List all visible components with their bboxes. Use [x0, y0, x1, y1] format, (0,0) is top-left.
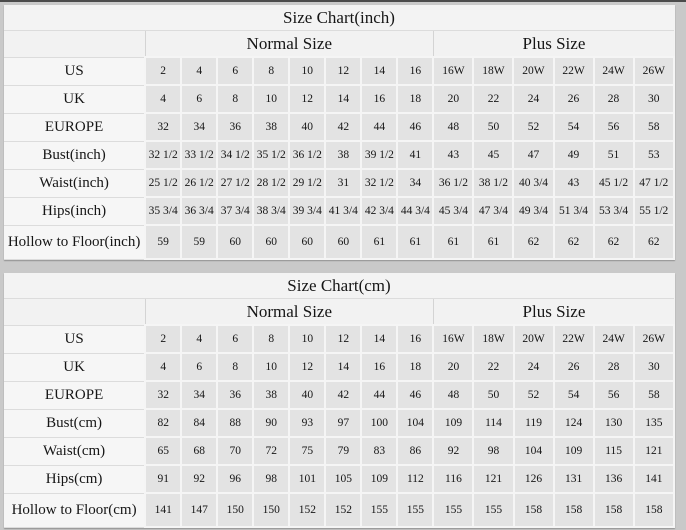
size-cell: 61 — [361, 225, 397, 259]
size-cell: 38 — [325, 141, 361, 169]
size-cell: 12 — [325, 325, 361, 353]
size-cell: 28 — [594, 353, 634, 381]
table-row — [4, 325, 674, 353]
size-cell: 34 — [181, 381, 217, 409]
size-cell: 40 — [289, 113, 325, 141]
column-group-row — [4, 31, 674, 58]
size-cell: 14 — [325, 353, 361, 381]
size-cell: 10 — [253, 85, 289, 113]
size-cell: 20W — [514, 325, 554, 353]
size-cell: 43 — [554, 169, 594, 197]
size-cell: 26W — [634, 57, 674, 85]
size-cell: 39 1/2 — [361, 141, 397, 169]
table-row — [4, 353, 674, 381]
table-row — [4, 381, 674, 409]
size-cell: 18 — [397, 85, 433, 113]
size-cell: 101 — [289, 465, 325, 493]
size-cell: 62 — [594, 225, 634, 259]
size-cell: 22W — [554, 325, 594, 353]
size-cell: 98 — [473, 437, 513, 465]
size-cell: 62 — [634, 225, 674, 259]
table-row — [4, 465, 674, 493]
size-cell: 152 — [289, 493, 325, 527]
size-cell: 12 — [289, 85, 325, 113]
table-row — [4, 169, 674, 197]
row-label: UK — [4, 353, 145, 381]
size-cell: 36 1/2 — [289, 141, 325, 169]
size-cell: 20 — [433, 85, 473, 113]
table-row — [4, 437, 674, 465]
size-cell: 29 1/2 — [289, 169, 325, 197]
row-label: Hips(inch) — [4, 197, 145, 225]
size-cell: 36 — [217, 113, 253, 141]
size-cell: 61 — [473, 225, 513, 259]
size-cell: 40 — [289, 381, 325, 409]
row-label: UK — [4, 85, 145, 113]
size-cell: 8 — [253, 325, 289, 353]
size-cell: 60 — [325, 225, 361, 259]
size-cell: 121 — [473, 465, 513, 493]
size-cell: 4 — [181, 57, 217, 85]
size-cell: 34 — [181, 113, 217, 141]
size-cell: 4 — [145, 85, 181, 113]
size-cell: 105 — [325, 465, 361, 493]
size-cell: 16 — [397, 57, 433, 85]
size-cell: 109 — [554, 437, 594, 465]
size-cell: 37 3/4 — [217, 197, 253, 225]
size-cell: 51 — [594, 141, 634, 169]
size-cell: 52 — [513, 113, 553, 141]
size-cell: 26 — [554, 353, 594, 381]
size-cell: 38 — [253, 113, 289, 141]
size-cell: 115 — [594, 437, 634, 465]
group-header-plus: Plus Size — [433, 31, 674, 58]
size-cell: 16W — [433, 57, 473, 85]
size-cell: 155 — [397, 493, 433, 527]
size-cell: 72 — [253, 437, 289, 465]
size-cell: 38 3/4 — [253, 197, 289, 225]
size-cell: 18 — [397, 353, 433, 381]
size-cell: 4 — [145, 353, 181, 381]
size-cell: 61 — [433, 225, 473, 259]
size-cell: 16W — [433, 325, 473, 353]
size-cell: 30 — [634, 85, 674, 113]
size-cell: 42 — [325, 113, 361, 141]
size-cell: 22W — [554, 57, 594, 85]
chart-title-row — [4, 273, 674, 299]
chart-title: Size Chart(cm) — [4, 273, 674, 299]
top-edge-bar — [0, 0, 686, 2]
size-cell: 8 — [217, 353, 253, 381]
size-cell: 16 — [397, 325, 433, 353]
size-cell: 36 1/2 — [433, 169, 473, 197]
size-cell: 70 — [217, 437, 253, 465]
table-row — [4, 141, 674, 169]
size-cell: 59 — [145, 225, 181, 259]
size-cell: 47 3/4 — [473, 197, 513, 225]
size-cell: 16 — [361, 353, 397, 381]
size-cell: 32 1/2 — [145, 141, 181, 169]
row-label: Bust(cm) — [4, 409, 145, 437]
size-cell: 96 — [217, 465, 253, 493]
size-cell: 6 — [181, 353, 217, 381]
size-cell: 14 — [325, 85, 361, 113]
row-label: Hollow to Floor(inch) — [4, 225, 145, 259]
size-cell: 49 — [554, 141, 594, 169]
size-cell: 41 3/4 — [325, 197, 361, 225]
size-cell: 86 — [397, 437, 433, 465]
size-cell: 75 — [289, 437, 325, 465]
size-cell: 61 — [397, 225, 433, 259]
size-cell: 20 — [433, 353, 473, 381]
size-cell: 2 — [145, 57, 181, 85]
size-cell: 109 — [433, 409, 473, 437]
size-cell: 92 — [433, 437, 473, 465]
size-cell: 32 — [145, 113, 181, 141]
size-cell: 82 — [145, 409, 181, 437]
size-cell: 121 — [634, 437, 674, 465]
table-row — [4, 197, 674, 225]
size-cell: 51 3/4 — [554, 197, 594, 225]
size-cell: 25 1/2 — [145, 169, 181, 197]
size-cell: 155 — [433, 493, 473, 527]
size-cell: 141 — [634, 465, 674, 493]
size-cell: 58 — [634, 113, 674, 141]
size-cell: 60 — [289, 225, 325, 259]
size-cell: 50 — [473, 113, 513, 141]
size-cell: 79 — [325, 437, 361, 465]
chart-title: Size Chart(inch) — [4, 5, 674, 31]
size-cell: 97 — [325, 409, 361, 437]
corner-cell — [4, 31, 145, 58]
size-cell: 24 — [513, 85, 553, 113]
size-cell: 27 1/2 — [217, 169, 253, 197]
size-cell: 49 3/4 — [513, 197, 553, 225]
size-cell: 46 — [397, 381, 433, 409]
size-cell: 104 — [514, 437, 554, 465]
table-row — [4, 113, 674, 141]
size-cell: 36 3/4 — [181, 197, 217, 225]
size-cell: 92 — [181, 465, 217, 493]
size-cell: 56 — [594, 381, 634, 409]
size-cell: 39 3/4 — [289, 197, 325, 225]
size-cell: 84 — [181, 409, 217, 437]
size-cell: 93 — [289, 409, 325, 437]
size-cell: 46 — [397, 113, 433, 141]
size-cell: 124 — [554, 409, 594, 437]
size-cell: 28 — [594, 85, 634, 113]
row-label: Bust(inch) — [4, 141, 145, 169]
size-cell: 109 — [361, 465, 397, 493]
size-cell: 150 — [253, 493, 289, 527]
size-cell: 100 — [361, 409, 397, 437]
size-cell: 58 — [634, 381, 674, 409]
size-cell: 38 — [253, 381, 289, 409]
size-cell: 35 1/2 — [253, 141, 289, 169]
chart-title-row — [4, 5, 674, 31]
row-label: Waist(cm) — [4, 437, 145, 465]
size-cell: 47 1/2 — [634, 169, 674, 197]
size-cell: 44 — [361, 381, 397, 409]
size-cell: 8 — [217, 85, 253, 113]
size-cell: 28 1/2 — [253, 169, 289, 197]
size-cell: 91 — [145, 465, 181, 493]
size-cell: 59 — [181, 225, 217, 259]
size-cell: 6 — [181, 85, 217, 113]
size-cell: 155 — [473, 493, 513, 527]
row-label: EUROPE — [4, 113, 145, 141]
size-cell: 18W — [473, 57, 513, 85]
size-cell: 38 1/2 — [473, 169, 513, 197]
size-cell: 126 — [514, 465, 554, 493]
size-cell: 48 — [433, 381, 473, 409]
size-cell: 47 — [513, 141, 553, 169]
size-cell: 45 — [473, 141, 513, 169]
size-cell: 8 — [253, 57, 289, 85]
size-cell: 136 — [594, 465, 634, 493]
size-cell: 135 — [634, 409, 674, 437]
table-row — [4, 57, 674, 85]
size-cell: 90 — [253, 409, 289, 437]
size-cell: 24 — [514, 353, 554, 381]
size-cell: 44 3/4 — [397, 197, 433, 225]
size-cell: 60 — [253, 225, 289, 259]
size-cell: 158 — [554, 493, 594, 527]
size-cell: 152 — [325, 493, 361, 527]
size-chart-inch-table — [4, 5, 675, 260]
size-cell: 55 1/2 — [634, 197, 674, 225]
size-cell: 32 — [145, 381, 181, 409]
size-cell: 56 — [594, 113, 634, 141]
size-cell: 16 — [361, 85, 397, 113]
size-cell: 114 — [473, 409, 513, 437]
size-cell: 42 — [325, 381, 361, 409]
size-cell: 52 — [514, 381, 554, 409]
size-cell: 65 — [145, 437, 181, 465]
size-cell: 68 — [181, 437, 217, 465]
table-row — [4, 225, 674, 259]
size-cell: 53 — [634, 141, 674, 169]
size-cell: 54 — [554, 381, 594, 409]
size-cell: 48 — [433, 113, 473, 141]
column-group-row — [4, 299, 674, 326]
size-cell: 119 — [514, 409, 554, 437]
size-cell: 131 — [554, 465, 594, 493]
size-cell: 26 1/2 — [181, 169, 217, 197]
size-cell: 12 — [289, 353, 325, 381]
size-cell: 12 — [325, 57, 361, 85]
size-cell: 112 — [397, 465, 433, 493]
size-cell: 45 1/2 — [594, 169, 634, 197]
table-row — [4, 493, 674, 527]
group-header-normal: Normal Size — [145, 299, 433, 326]
size-cell: 41 — [397, 141, 433, 169]
size-cell: 158 — [594, 493, 634, 527]
size-cell: 24W — [594, 57, 634, 85]
size-cell: 53 3/4 — [594, 197, 634, 225]
size-cell: 10 — [253, 353, 289, 381]
size-cell: 24W — [594, 325, 634, 353]
group-header-plus: Plus Size — [433, 299, 674, 326]
size-cell: 18W — [473, 325, 513, 353]
row-label: Hollow to Floor(cm) — [4, 493, 145, 527]
size-cell: 20W — [513, 57, 553, 85]
size-cell: 104 — [397, 409, 433, 437]
size-cell: 4 — [181, 325, 217, 353]
size-cell: 34 1/2 — [217, 141, 253, 169]
size-cell: 60 — [217, 225, 253, 259]
size-cell: 54 — [554, 113, 594, 141]
size-cell: 50 — [473, 381, 513, 409]
size-cell: 45 3/4 — [433, 197, 473, 225]
size-cell: 150 — [217, 493, 253, 527]
corner-cell — [4, 299, 145, 326]
size-cell: 31 — [325, 169, 361, 197]
size-cell: 2 — [145, 325, 181, 353]
size-cell: 83 — [361, 437, 397, 465]
table-row — [4, 85, 674, 113]
size-cell: 141 — [145, 493, 181, 527]
size-cell: 22 — [473, 353, 513, 381]
size-cell: 43 — [433, 141, 473, 169]
size-cell: 22 — [473, 85, 513, 113]
size-cell: 147 — [181, 493, 217, 527]
row-label: Hips(cm) — [4, 465, 145, 493]
size-cell: 98 — [253, 465, 289, 493]
size-rows — [4, 57, 674, 259]
size-cell: 10 — [289, 325, 325, 353]
table-row — [4, 409, 674, 437]
size-cell: 158 — [634, 493, 674, 527]
size-chart-cm-table — [4, 273, 675, 528]
size-cell: 26W — [634, 325, 674, 353]
size-cell: 158 — [514, 493, 554, 527]
size-cell: 26 — [554, 85, 594, 113]
size-cell: 33 1/2 — [181, 141, 217, 169]
size-cell: 116 — [433, 465, 473, 493]
size-cell: 32 1/2 — [361, 169, 397, 197]
size-cell: 155 — [361, 493, 397, 527]
size-cell: 36 — [217, 381, 253, 409]
size-cell: 35 3/4 — [145, 197, 181, 225]
size-rows — [4, 325, 674, 527]
size-cell: 14 — [361, 57, 397, 85]
size-cell: 62 — [554, 225, 594, 259]
size-cell: 130 — [594, 409, 634, 437]
size-cell: 6 — [217, 57, 253, 85]
size-cell: 30 — [634, 353, 674, 381]
row-label: EUROPE — [4, 381, 145, 409]
size-cell: 34 — [397, 169, 433, 197]
size-cell: 14 — [361, 325, 397, 353]
row-label: US — [4, 57, 145, 85]
size-cell: 10 — [289, 57, 325, 85]
size-cell: 88 — [217, 409, 253, 437]
size-cell: 42 3/4 — [361, 197, 397, 225]
size-cell: 6 — [217, 325, 253, 353]
size-cell: 40 3/4 — [513, 169, 553, 197]
group-header-normal: Normal Size — [145, 31, 433, 58]
size-cell: 62 — [513, 225, 553, 259]
row-label: US — [4, 325, 145, 353]
size-cell: 44 — [361, 113, 397, 141]
row-label: Waist(inch) — [4, 169, 145, 197]
